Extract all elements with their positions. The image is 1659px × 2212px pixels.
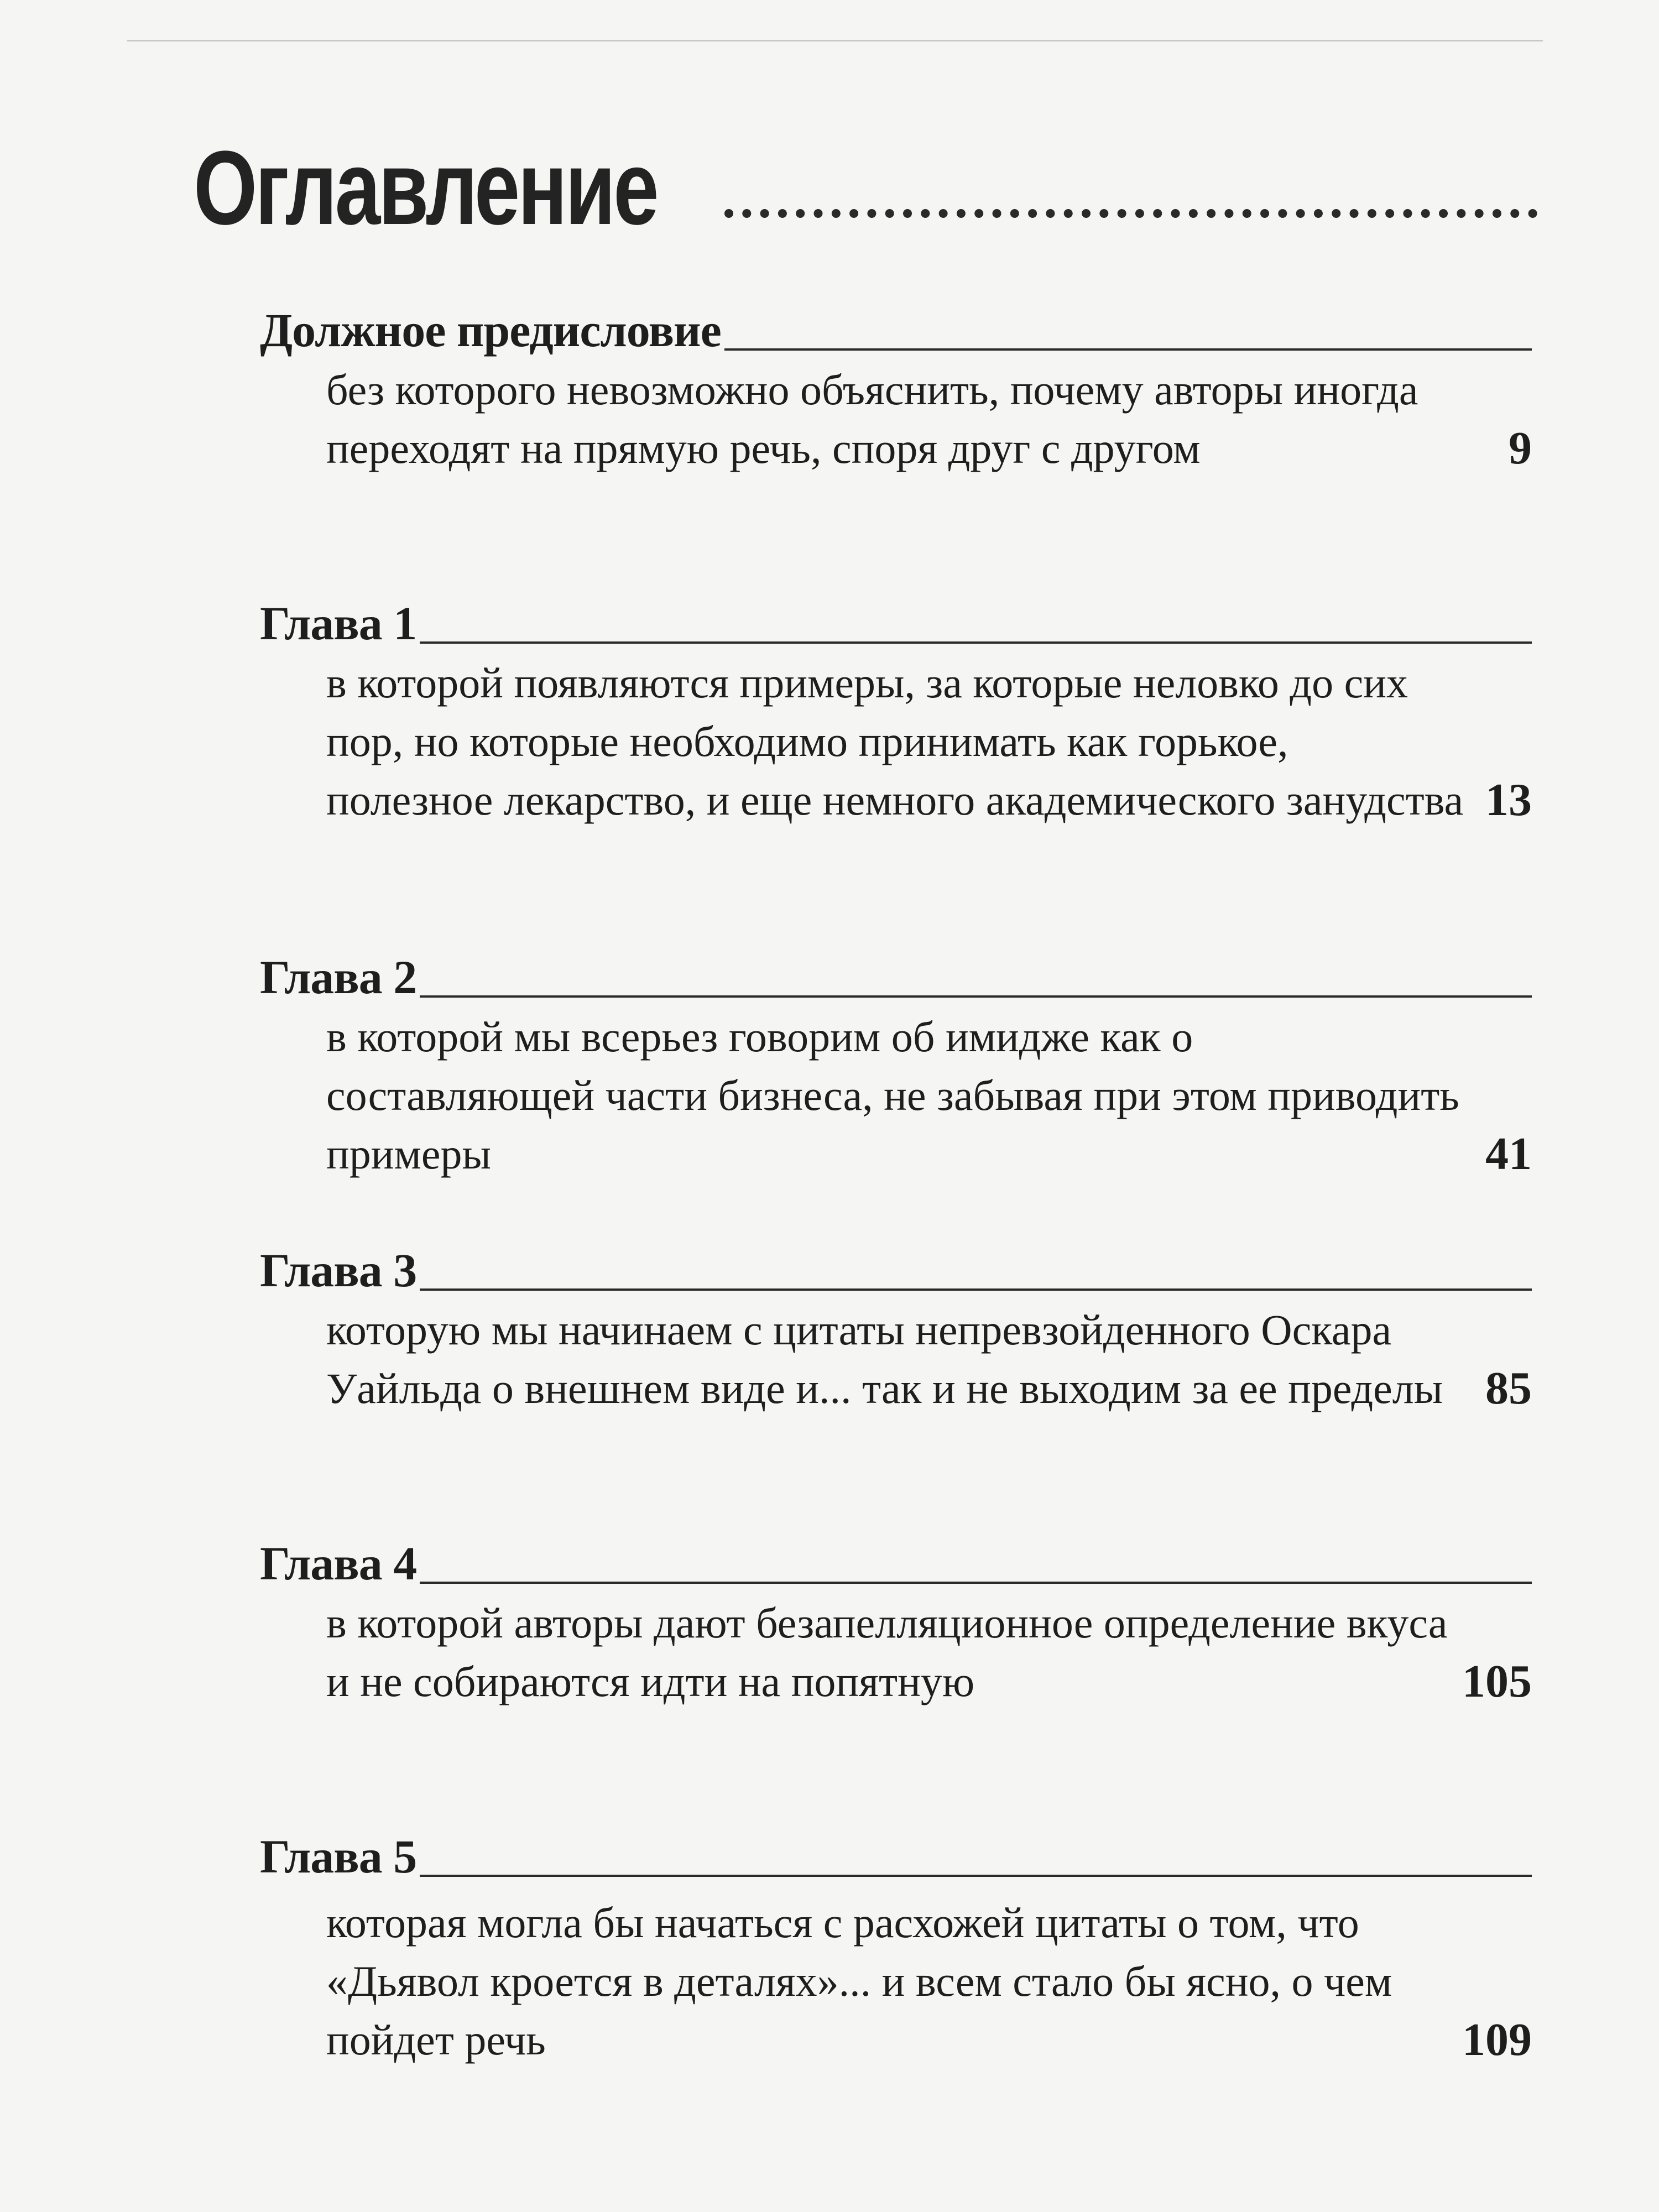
entry-label: Глава 4 bbox=[260, 1537, 417, 1590]
entry-leader-rule bbox=[420, 1288, 1532, 1291]
entry-page-number: 41 bbox=[1485, 1128, 1532, 1180]
entry-body bbox=[326, 1008, 1532, 1183]
entry-page-number: 105 bbox=[1462, 1656, 1532, 1707]
title-leader-dots bbox=[724, 209, 1537, 227]
entry-body bbox=[326, 361, 1532, 478]
entry-label: Глава 2 bbox=[260, 951, 417, 1004]
entry-description: которая могла бы начаться с расхожей цитаты о том, что «Дьявол кроется в деталях»... и всем стало бы ясно, о чем пойдет речь bbox=[326, 1898, 1392, 2064]
entry-label: Глава 5 bbox=[260, 1830, 417, 1883]
entry-body bbox=[326, 1594, 1532, 1711]
entry-page-number: 13 bbox=[1485, 774, 1532, 826]
toc-entry-chapter-3 bbox=[260, 1241, 1532, 1418]
entry-heading-row bbox=[260, 594, 1532, 650]
entry-description: которую мы начинаем с цитаты непревзойденного Оскара Уайльда о внешнем виде и... так и не выходим за ее пределы bbox=[326, 1306, 1443, 1412]
entry-heading-row bbox=[260, 1241, 1532, 1297]
toc-entry-chapter-5 bbox=[260, 1828, 1532, 2069]
entry-leader-rule bbox=[420, 1875, 1532, 1877]
entry-body bbox=[326, 1301, 1532, 1418]
entry-label: Глава 3 bbox=[260, 1244, 417, 1297]
entry-page-number: 109 bbox=[1462, 2014, 1532, 2065]
entry-leader-rule bbox=[420, 641, 1532, 644]
entry-heading-row bbox=[260, 301, 1532, 357]
entry-description: без которого невозможно объяснить, почему авторы иногда переходят на прямую речь, споря друг с другом bbox=[326, 366, 1418, 472]
toc-entry-preface bbox=[260, 301, 1532, 478]
entry-body bbox=[326, 1893, 1532, 2069]
entry-leader-rule bbox=[420, 995, 1532, 998]
toc-entry-chapter-2 bbox=[260, 948, 1532, 1183]
toc-entry-chapter-4 bbox=[260, 1535, 1532, 1711]
entry-body bbox=[326, 654, 1532, 830]
entry-label: Должное предисловие bbox=[260, 304, 721, 357]
entry-heading-row bbox=[260, 1828, 1532, 1883]
entry-description: в которой появляются примеры, за которые неловко до сих пор, но которые необходимо принимать как горькое, полезное лекарство, и еще немного академического занудства bbox=[326, 659, 1464, 824]
entry-description: в которой авторы дают безапелляционное определение вкуса и не собираются идти на попятную bbox=[326, 1599, 1448, 1705]
entry-heading-row bbox=[260, 948, 1532, 1004]
entry-leader-rule bbox=[724, 348, 1532, 351]
entry-page-number: 9 bbox=[1509, 422, 1532, 474]
entry-leader-rule bbox=[420, 1582, 1532, 1584]
entry-description: в которой мы всерьез говорим об имидже как о составляющей части бизнеса, не забывая при этом приводить примеры bbox=[326, 1013, 1459, 1178]
entry-label: Глава 1 bbox=[260, 597, 417, 650]
entry-heading-row bbox=[260, 1535, 1532, 1590]
entry-page-number: 85 bbox=[1485, 1363, 1532, 1414]
page-title: Оглавление bbox=[194, 129, 657, 247]
header-rule bbox=[127, 40, 1543, 41]
toc-entry-chapter-1 bbox=[260, 594, 1532, 830]
